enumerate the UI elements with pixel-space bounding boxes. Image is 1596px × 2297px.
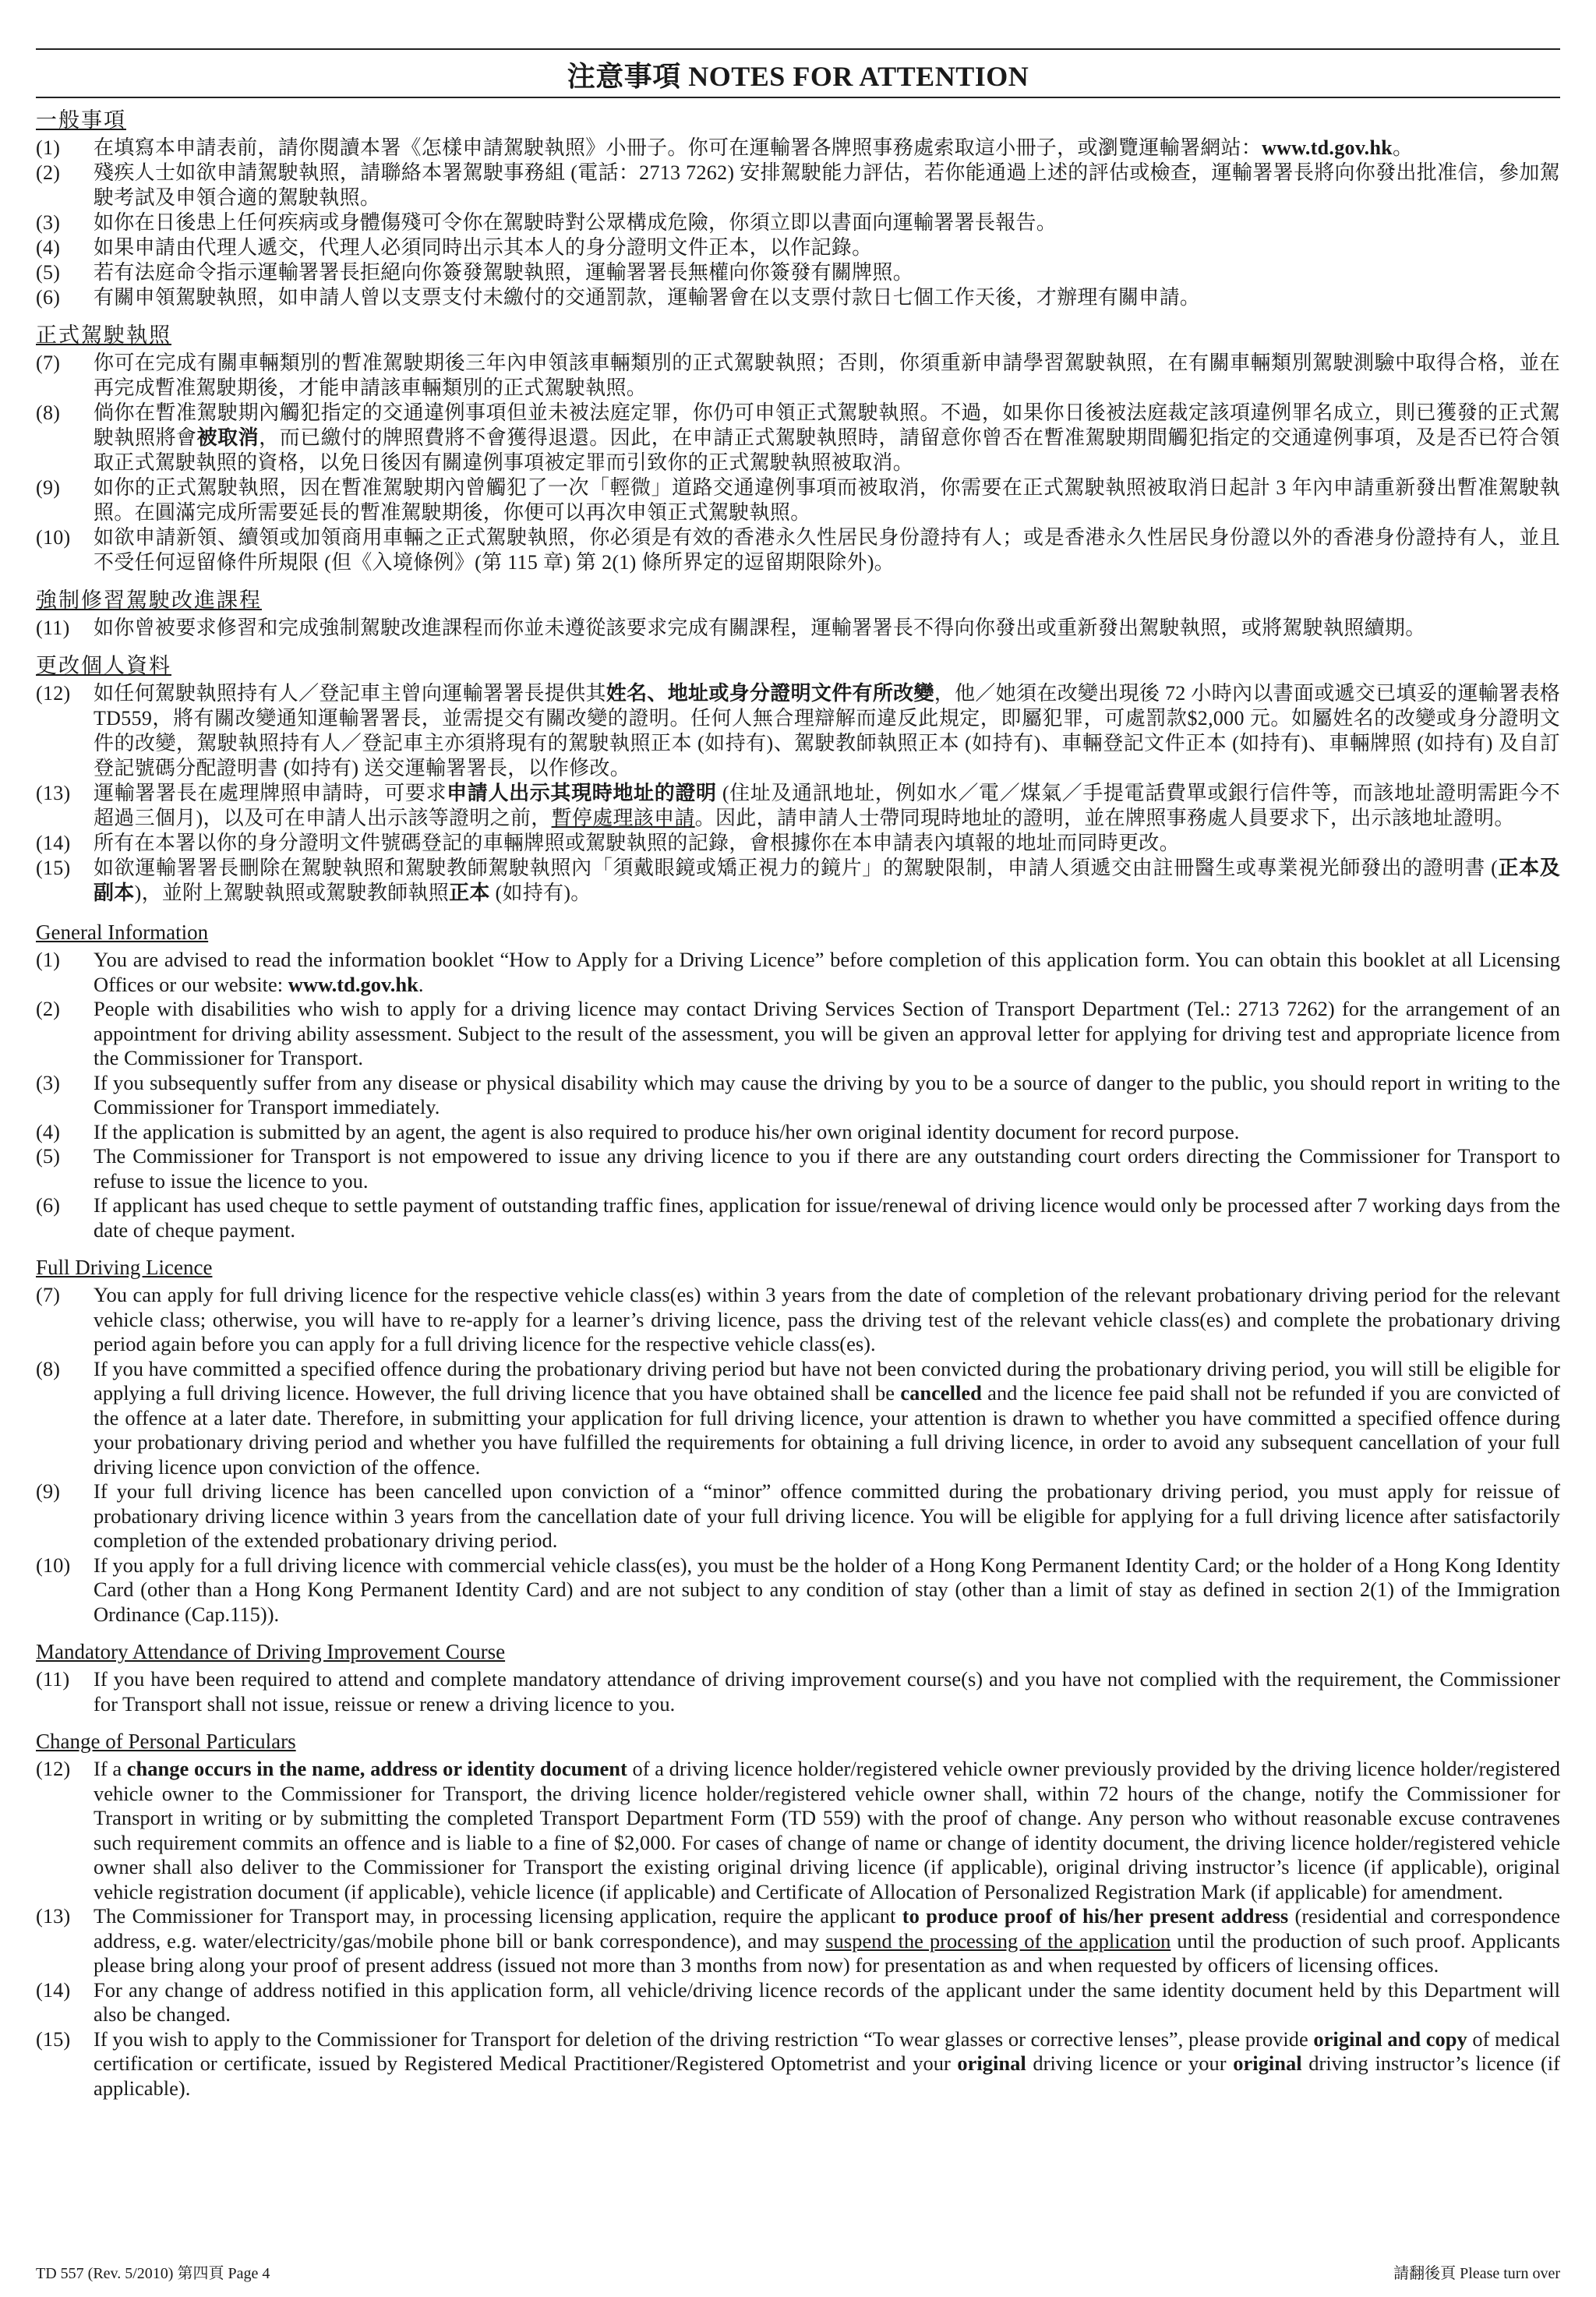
english-notes <box>36 917 1560 2101</box>
item-text: If you wish to apply to the Commissioner for Transport for deletion of the driving restriction “To wear glasses or corrective lenses”, please provide original and copy of medical certification or certificate, issued by Registered Medical Practitioner/Registered Optometrist and your original driving licence or your original driving instructor’s licence (if applicable). <box>94 2027 1561 2100</box>
note-item-en-12 <box>36 1757 1560 1904</box>
website-link: www.td.gov.hk <box>288 972 418 996</box>
item-text: 如果申請由代理人遞交，代理人必須同時出示其本人的身分證明文件正本，以作記錄。 <box>94 236 873 259</box>
note-item-zh-8 <box>36 401 1560 475</box>
item-number: (1) <box>36 948 60 971</box>
note-item-zh-10 <box>36 525 1560 575</box>
note-item-zh-4 <box>36 235 1560 260</box>
note-item-en-3 <box>36 1071 1560 1120</box>
item-number: (9) <box>36 1479 60 1503</box>
item-number: (14) <box>36 832 71 854</box>
item-text: 有關申領駕駛執照，如申請人曾以支票支付未繳付的交通罰款，運輸署會在以支票付款日七個工作天後，才辦理有關申請。 <box>94 286 1201 309</box>
item-text: You can apply for full driving licence for the respective vehicle class(es) within 3 years from the date of completion of the relevant probationary driving period for the relevant vehicle class; otherwise, you will have to re-apply for a learner’s driving licence, pass the driving test of the relevant vehicle class(es) and complete the probationary driving period again before you can apply for a full driving licence for the respective vehicle class(es). <box>94 1283 1560 1355</box>
section-heading-mandatory-en: Mandatory Attendance of Driving Improvement Course <box>36 1640 506 1663</box>
notes-content <box>36 104 1560 2101</box>
item-text: If you apply for a full driving licence with commercial vehicle class(es), you must be the holder of a Hong Kong Permanent Identity Card; or the holder of a Hong Kong Identity Card (other than a Hong Kong Permanent Identity Card) and are not subject to any condition of stay (other than a limit of stay as defined in section 2(1) of the Immigration Ordinance (Cap.115)). <box>94 1553 1560 1626</box>
item-text: If applicant has used cheque to settle payment of outstanding traffic fines, application for issue/renewal of driving licence would only be processed after 7 working days from the date of cheque payment. <box>94 1193 1560 1242</box>
item-text: For any change of address notified in this application form, all vehicle/driving licence records of the applicant under the same identity document held by this Department will also be changed. <box>94 1977 1560 2026</box>
item-number: (2) <box>36 997 60 1020</box>
item-text: People with disabilities who wish to apply for a driving licence may contact Driving Services Section of Transport Department (Tel.: 2713 7262) for the arrangement of an appointment for driving ability assessment. Subject to the result of the assessment, you will be given an approval letter for applying for driving test and appropriate licence from the Commissioner for Transport. <box>94 997 1560 1069</box>
item-number: (3) <box>36 211 61 234</box>
item-text: The Commissioner for Transport may, in processing licensing application, require the applicant to produce proof of his/her present address (residential and correspondence address, e.g. water/electricity/gas/mobile phone bill or bank correspondence), and may suspend the processing of the application until the production of such proof. Applicants please bring along your proof of present address (issued not more than 3 months from now) for presentation as and when requested by officers of licensing offices. <box>94 1904 1560 1977</box>
note-item-en-11 <box>36 1667 1560 1716</box>
bold-emphasis: 申請人出示其現時地址的證明 <box>447 782 717 804</box>
section-heading-change-zh: 更改個人資料 <box>36 654 171 677</box>
note-item-en-5 <box>36 1144 1560 1193</box>
note-item-zh-9 <box>36 475 1560 525</box>
item-text: If a change occurs in the name, address or identity document of a driving licence holder/registered vehicle owner previously provided by the driving licence holder/registered vehicle owner to the Commissioner for Transport, the driving licence holder/registered vehicle owner shall, within 72 hours of the change, notify the Commissioner for Transport in writing or by submitting the completed Transport Department Form (TD 559) with the proof of change. Any person who without reasonable excuse contravenes such requirement commits an offence and is liable to a fine of $2,000. For cases of change of name or change of identity document, the driving licence holder/registered vehicle owner shall also deliver to the Commissioner for Transport the existing original driving licence (if applicable), original driving instructor’s licence (if applicable), original vehicle registration document (if applicable), vehicle licence (if applicable) and Certificate of Allocation of Personalized Registration Mark (if applicable) for amendment. <box>94 1757 1560 1903</box>
section-heading-full-en: Full Driving Licence <box>36 1256 213 1279</box>
item-text: 如任何駕駛執照持有人／登記車主曾向運輸署署長提供其姓名、地址或身分證明文件有所改變，他／她須在改變出現後 72 小時內以書面或遞交已填妥的運輸署表格TD559，將有關改變通知運輸署署長，並需提交有關改變的證明。任何人無合理辯解而違反此規定，即屬犯罪，可處罰款$2,000 元。如屬姓名的改變或身分證明文件的改變，駕駛執照持有人／登記車主亦須將現有的駕駛執照正本 (如持有)、駕駛教師執照正本 (如持有)、車輛登記文件正本 (如持有)、車輛牌照 (如持有) 及自訂登記號碼分配證明書 (如持有) 送交運輸署署長，以作修改。 <box>94 682 1560 779</box>
note-item-en-6 <box>36 1193 1560 1242</box>
item-number: (4) <box>36 1119 60 1143</box>
note-item-en-8 <box>36 1357 1560 1480</box>
item-number: (12) <box>36 1757 71 1780</box>
item-number: (10) <box>36 1553 71 1577</box>
item-text: 如你在日後患上任何疾病或身體傷殘可令你在駕駛時對公眾構成危險，你須立即以書面向運輸署署長報告。 <box>94 211 1058 234</box>
item-number: (8) <box>36 401 61 424</box>
item-number: (1) <box>36 136 61 159</box>
item-text: 若有法庭命令指示運輸署署長拒絕向你簽發駕駛執照，運輸署署長無權向你簽發有關牌照。 <box>94 261 914 284</box>
bold-emphasis: 正本 <box>449 882 490 904</box>
note-item-en-2 <box>36 997 1560 1071</box>
note-item-zh-3 <box>36 210 1560 235</box>
note-item-zh-1 <box>36 136 1560 161</box>
item-text: 倘你在暫准駕駛期內觸犯指定的交通違例事項但並未被法庭定罪，你仍可申領正式駕駛執照。不過，如果你日後被法庭裁定該項違例罪名成立，則已獲發的正式駕駛執照將會被取消，而已繳付的牌照費將不會獲得退還。因此，在申請正式駕駛執照時，請留意你曾否在暫准駕駛期間觸犯指定的交通違例事項，及是否已符合領取正式駕駛執照的資格，以免日後因有關違例事項被定罪而引致你的正式駕駛執照被取消。 <box>94 401 1560 474</box>
item-number: (9) <box>36 476 61 499</box>
bold-emphasis: 姓名、地址或身分證明文件有所改變 <box>606 682 934 705</box>
section-heading-full-zh: 正式駕駛執照 <box>36 323 171 347</box>
item-text: 你可在完成有關車輛類別的暫准駕駛期後三年內申領該車輛類別的正式駕駛執照；否則，你須重新申請學習駕駛執照，在有關車輛類別駕駛測驗中取得合格，並在再完成暫准駕駛期後，才能申請該車輛類別的正式駕駛執照。 <box>94 352 1560 399</box>
section-heading-general-en: General Information <box>36 921 209 944</box>
item-text: 在填寫本申請表前，請你閱讀本署《怎樣申請駕駛執照》小冊子。你可在運輸署各牌照事務處索取這小冊子，或瀏覽運輸署網站：www.td.gov.hk。 <box>94 136 1414 159</box>
bold-emphasis: change occurs in the name, address or identity document <box>126 1757 627 1780</box>
item-number: (12) <box>36 682 71 705</box>
note-item-en-4 <box>36 1120 1560 1145</box>
item-number: (7) <box>36 1283 60 1306</box>
item-text: You are advised to read the information booklet “How to Apply for a Driving Licence” before completion of this application form. You can obtain this booklet at all Licensing Offices or our website: www.td.gov.hk. <box>94 948 1560 996</box>
note-item-en-9 <box>36 1479 1560 1553</box>
note-item-en-10 <box>36 1553 1560 1627</box>
website-link: www.td.gov.hk <box>1262 136 1393 159</box>
item-number: (8) <box>36 1356 60 1380</box>
bold-emphasis: original <box>957 2051 1026 2075</box>
page-title: 注意事項 NOTES FOR ATTENTION <box>567 61 1029 92</box>
bold-emphasis: 被取消 <box>196 426 260 449</box>
item-number: (15) <box>36 857 71 879</box>
item-text: The Commissioner for Transport is not empowered to issue any driving licence to you if there are any outstanding court orders directing the Commissioner for Transport to refuse to issue the licence to you. <box>94 1144 1560 1193</box>
item-text: 殘疾人士如欲申請駕駛執照，請聯絡本署駕駛事務組 (電話：2713 7262) 安排駕駛能力評估，若你能通過上述的評估或檢查，運輸署署長將向你發出批准信，參加駕駛考試及申領合適的駕駛執照。 <box>94 161 1560 209</box>
item-number: (4) <box>36 236 61 259</box>
item-text: If you have committed a specified offence during the probationary driving period but have not been convicted during the probationary driving period, you will still be eligible for applying a full driving licence. However, the full driving licence that you have obtained shall be cancelled and the licence fee paid shall not be refunded if you are convicted of the offence at a later date. Therefore, in submitting your application for full driving licence, your attention is drawn to whether you have committed a specified offence during your probationary driving period and whether you have fulfilled the requirements for obtaining a full driving licence, in order to avoid any subsequent cancellation of your full driving licence upon conviction of the offence. <box>94 1356 1560 1479</box>
note-item-zh-14 <box>36 831 1560 856</box>
item-text: 運輸署署長在處理牌照申請時，可要求申請人出示其現時地址的證明 (住址及通訊地址，例如水／電／煤氣／手提電話費單或銀行信件等，而該地址證明需距今不超過三個月)，以及可在申請人出示該等證明之前，暫停處理該申請。因此，請申請人士帶同現時地址的證明，並在牌照事務處人員要求下，出示該地址證明。 <box>94 782 1560 829</box>
item-number: (13) <box>36 1904 71 1928</box>
note-item-zh-2 <box>36 161 1560 210</box>
item-text: 如你曾被要求修習和完成強制駕駛改進課程而你並未遵從該要求完成有關課程，運輸署署長不得向你發出或重新發出駕駛執照，或將駕駛執照續期。 <box>94 617 1426 639</box>
item-number: (10) <box>36 526 71 549</box>
item-number: (3) <box>36 1070 60 1094</box>
item-number: (15) <box>36 2027 71 2051</box>
please-turn-over-footer: 請翻後頁 Please turn over <box>1393 2265 1560 2282</box>
item-number: (6) <box>36 1193 60 1217</box>
item-text: 如欲運輸署署長刪除在駕駛執照和駕駛教師駕駛執照內「須戴眼鏡或矯正視力的鏡片」的駕駛限制，申請人須遞交由註冊醫生或專業視光師發出的證明書 (正本及副本)，並附上駕駛執照或駕駛教師執照正本 (如持有)。 <box>94 857 1560 904</box>
form-reference-footer: TD 557 (Rev. 5/2010) 第四頁 Page 4 <box>36 2265 270 2282</box>
item-text: If the application is submitted by an agent, the agent is also required to produce his/her own original identity document for record purpose. <box>94 1119 1240 1143</box>
note-item-zh-6 <box>36 285 1560 310</box>
item-number: (11) <box>36 617 70 639</box>
top-rule <box>36 48 1560 50</box>
bold-emphasis: to produce proof of his/her present address <box>902 1904 1289 1928</box>
section-heading-general-zh: 一般事項 <box>36 108 126 132</box>
bold-emphasis: original <box>1233 2051 1302 2075</box>
item-text: 如欲申請新領、續領或加領商用車輛之正式駕駛執照，你必須是有效的香港永久性居民身份證持有人；或是香港永久性居民身份證以外的香港身份證持有人，並且不受任何逗留條件所規限 (但《入境條例》(第 115 章) 第 2(1) 條所界定的逗留期限除外)。 <box>94 526 1560 574</box>
underlined-emphasis: suspend the processing of the application <box>825 1928 1171 1952</box>
note-item-en-15 <box>36 2027 1560 2101</box>
note-item-zh-7 <box>36 351 1560 401</box>
item-number: (5) <box>36 261 61 284</box>
note-item-zh-5 <box>36 260 1560 285</box>
note-item-en-14 <box>36 1978 1560 2027</box>
item-number: (2) <box>36 161 61 184</box>
title-rule <box>36 97 1560 98</box>
item-text: 所有在本署以你的身分證明文件號碼登記的車輛牌照或駕駛執照的記錄，會根據你在本申請表內填報的地址而同時更改。 <box>94 832 1180 854</box>
chinese-notes <box>36 104 1560 906</box>
note-item-zh-11 <box>36 616 1560 641</box>
bold-emphasis: original and copy <box>1313 2027 1467 2051</box>
item-number: (13) <box>36 782 71 804</box>
note-item-zh-15 <box>36 856 1560 906</box>
item-text: 如你的正式駕駛執照，因在暫准駕駛期內曾觸犯了一次「輕微」道路交通違例事項而被取消，你需要在正式駕駛執照被取消日起計 3 年內申請重新發出暫准駕駛執照。在圓滿完成所需要延長的暫准駕駛期後，你便可以再次申領正式駕駛執照。 <box>94 476 1560 524</box>
bold-emphasis: cancelled <box>900 1381 982 1405</box>
item-text: If your full driving licence has been cancelled upon conviction of a “minor” offence committed during the probationary driving period, you must apply for reissue of probationary driving licence within 3 years from the cancellation date of your full driving licence. You will be eligible for applying for a full driving licence after satisfactorily completion of the extended probationary driving period. <box>94 1479 1560 1552</box>
item-number: (11) <box>36 1667 70 1691</box>
note-item-zh-13 <box>36 781 1560 831</box>
note-item-en-7 <box>36 1283 1560 1357</box>
item-number: (6) <box>36 286 61 309</box>
note-item-zh-12 <box>36 681 1560 781</box>
underlined-emphasis: 暫停處理該申請 <box>551 807 695 829</box>
bold-emphasis: 正本及副本 <box>94 857 1560 904</box>
item-number: (5) <box>36 1144 60 1168</box>
item-text: If you subsequently suffer from any disease or physical disability which may cause the driving by you to be a source of danger to the public, you should report in writing to the Commissioner for Transport immediately. <box>94 1070 1560 1118</box>
item-text: If you have been required to attend and complete mandatory attendance of driving improvement course(s) and you have not complied with the requirement, the Commissioner for Transport shall not issue, reissue or renew a driving licence to you. <box>94 1667 1560 1716</box>
item-number: (7) <box>36 352 61 374</box>
section-heading-mandatory-zh: 強制修習駕駛改進課程 <box>36 588 262 612</box>
section-heading-change-en: Change of Personal Particulars <box>36 1730 296 1753</box>
note-item-en-1 <box>36 948 1560 997</box>
item-number: (14) <box>36 1977 71 2002</box>
note-item-en-13 <box>36 1904 1560 1978</box>
